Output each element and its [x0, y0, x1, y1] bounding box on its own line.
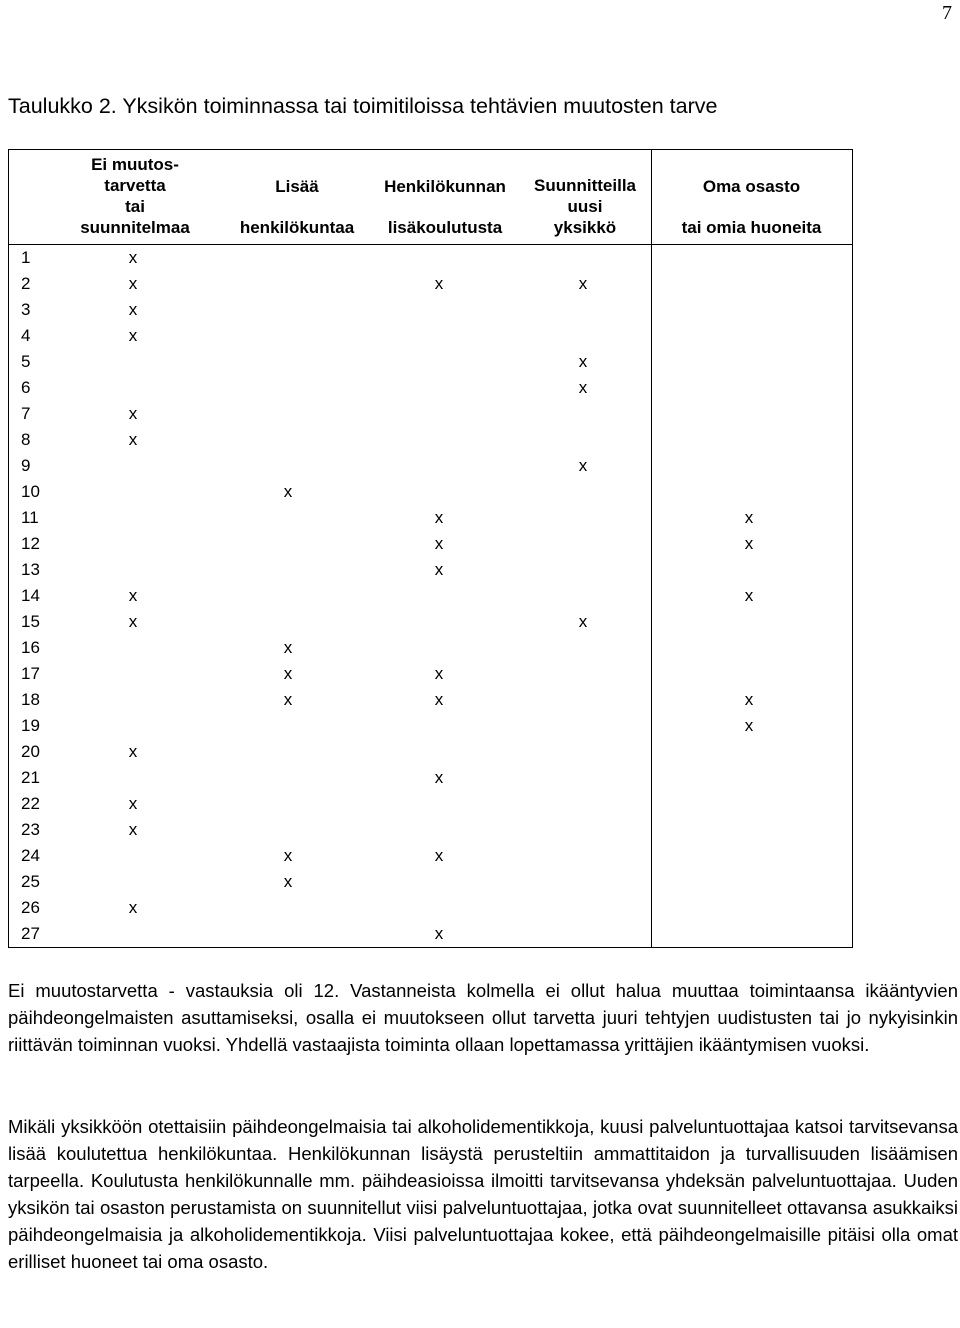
mark-staff-training: x: [434, 508, 444, 527]
paragraph-changes: Mikäli yksikköön otettaisiin päihdeongelmaisia tai alkoholidementikkoja, kuusi palveluntuottajaa katsoi tarvitsevansa lisää koulutettua henkilökuntaa. Henkilökunnan lisäystä perusteltiin ammattitaidon ja turvallisuuden lisäämisen tarpeella. Koulutusta henkilökunnalle mm. päihdeasioissa ilmoitti tarvitsevansa yhdeksän palveluntuottajaa. Uuden yksikön tai osaston perustamista on suunnitellut viisi palveluntuottajaa, jotka ovat suunnitelleet ottavansa asukkaiksi päihdeongelmaisia ja alkoholidementikkoja. Viisi palveluntuottajaa kokee, että päihdeongelmaisille pitäisi olla omat erilliset huoneet tai oma osasto.: [8, 1116, 958, 1272]
mark-new-unit: x: [578, 378, 588, 397]
header-line: lisäkoulutusta: [387, 218, 503, 237]
row-number: 21: [21, 768, 40, 787]
mark-new-unit: x: [578, 456, 588, 475]
mark-staff-training: x: [434, 534, 444, 553]
mark-no-change: x: [128, 612, 138, 631]
mark-staff-training: x: [434, 846, 444, 865]
mark-own-ward: x: [744, 534, 754, 553]
mark-new-unit: x: [578, 612, 588, 631]
mark-no-change: x: [128, 898, 138, 917]
row-number: 25: [21, 872, 40, 891]
header-line: suunnitelmaa: [80, 218, 190, 237]
mark-new-unit: x: [578, 352, 588, 371]
header-line: Ei muutos-: [91, 155, 179, 174]
mark-more-staff: x: [283, 664, 293, 683]
mark-no-change: x: [128, 326, 138, 345]
table-row: [9, 531, 852, 557]
table-row: [9, 765, 852, 791]
header-no-change: [47, 150, 223, 244]
header-staff-training: [371, 150, 519, 244]
header-line: tarvetta: [104, 176, 166, 195]
page-number: 7: [942, 2, 952, 24]
mark-no-change: x: [128, 430, 138, 449]
row-number: 14: [21, 586, 40, 605]
header-line: yksikkö: [553, 218, 617, 237]
table-row: [9, 349, 852, 375]
row-number: 24: [21, 846, 40, 865]
mark-own-ward: x: [744, 716, 754, 735]
table-row: [9, 505, 852, 531]
table-row: [9, 791, 852, 817]
mark-new-unit: x: [578, 274, 588, 293]
row-number: 19: [21, 716, 40, 735]
mark-more-staff: x: [283, 690, 293, 709]
row-number: 11: [21, 508, 39, 527]
header-more-staff: [223, 150, 371, 244]
mark-no-change: x: [128, 820, 138, 839]
mark-staff-training: x: [434, 924, 444, 943]
table-row: [9, 713, 852, 739]
mark-own-ward: x: [744, 508, 754, 527]
table-row: [9, 453, 852, 479]
table-row: [9, 271, 852, 297]
header-line: Henkilökunnan: [384, 177, 506, 196]
mark-more-staff: x: [283, 638, 293, 657]
mark-staff-training: x: [434, 664, 444, 683]
header-line: uusi: [567, 197, 603, 216]
mark-more-staff: x: [283, 872, 293, 891]
header-line: Suunnitteilla: [534, 176, 636, 195]
row-number: 18: [21, 690, 40, 709]
row-number: 13: [21, 560, 40, 579]
table-row: [9, 869, 852, 895]
row-number: 20: [21, 742, 40, 761]
table-row: [9, 375, 852, 401]
table-row: [9, 557, 852, 583]
table-row: [9, 479, 852, 505]
table-row: [9, 739, 852, 765]
row-number: 8: [21, 430, 31, 449]
row-number: 1: [21, 248, 31, 267]
mark-more-staff: x: [283, 482, 293, 501]
row-number: 23: [21, 820, 40, 839]
row-number: 7: [21, 404, 31, 423]
row-number: 4: [21, 326, 31, 345]
row-number: 17: [21, 664, 40, 683]
header-line: tai: [125, 197, 145, 216]
mark-no-change: x: [128, 586, 138, 605]
mark-no-change: x: [128, 794, 138, 813]
table-row: [9, 921, 852, 947]
table-row: [9, 401, 852, 427]
paragraph-no-change: Ei muutostarvetta - vastauksia oli 12. Vastanneista kolmella ei ollut halua muuttaa toimintaansa ikääntyvien päihdeongelmaisten asuttamiseksi, osalla ei muutokseen ollut tarvetta juuri tehtyjen uudistusten tai jo nykyisinkin riittävän toiminnan vuoksi. Yhdellä vastaajista toiminta ollaan lopettamassa yrittäjien ikääntymisen vuoksi.: [8, 980, 958, 1055]
table-row: [9, 427, 852, 453]
mark-staff-training: x: [434, 768, 444, 787]
mark-no-change: x: [128, 300, 138, 319]
mark-staff-training: x: [434, 690, 444, 709]
row-number: 3: [21, 300, 31, 319]
table-row: [9, 609, 852, 635]
mark-staff-training: x: [434, 274, 444, 293]
mark-no-change: x: [128, 404, 138, 423]
header-line: tai omia huoneita: [681, 218, 822, 237]
mark-staff-training: x: [434, 560, 444, 579]
row-number: 16: [21, 638, 40, 657]
row-number: 6: [21, 378, 31, 397]
table-row: [9, 843, 852, 869]
row-number: 5: [21, 352, 31, 371]
header-line: henkilökuntaa: [239, 218, 355, 237]
table-row: [9, 323, 852, 349]
row-number: 10: [21, 482, 40, 501]
table-row: [9, 297, 852, 323]
mark-no-change: x: [128, 274, 138, 293]
table-row: [9, 245, 852, 271]
survey-table: [8, 149, 853, 948]
row-number: 27: [21, 924, 40, 943]
table-row: [9, 583, 852, 609]
table-row: [9, 635, 852, 661]
header-own-ward: [651, 150, 852, 244]
mark-own-ward: x: [744, 690, 754, 709]
table-row: [9, 895, 852, 921]
mark-more-staff: x: [283, 846, 293, 865]
row-number: 2: [21, 274, 31, 293]
mark-no-change: x: [128, 742, 138, 761]
table-row: [9, 661, 852, 687]
header-line: Lisää: [275, 177, 319, 196]
table-row: [9, 687, 852, 713]
row-number: 15: [21, 612, 40, 631]
mark-no-change: x: [128, 248, 138, 267]
row-number: 22: [21, 794, 40, 813]
row-number: 9: [21, 456, 31, 475]
table-row: [9, 817, 852, 843]
header-line: Oma osasto: [702, 177, 801, 196]
table-caption: Taulukko 2. Yksikön toiminnassa tai toimitiloissa tehtävien muutosten tarve: [8, 94, 718, 118]
row-number: 12: [21, 534, 40, 553]
mark-own-ward: x: [744, 586, 754, 605]
header-new-unit: [519, 150, 651, 244]
row-number: 26: [21, 898, 40, 917]
table-grid: [9, 150, 852, 947]
